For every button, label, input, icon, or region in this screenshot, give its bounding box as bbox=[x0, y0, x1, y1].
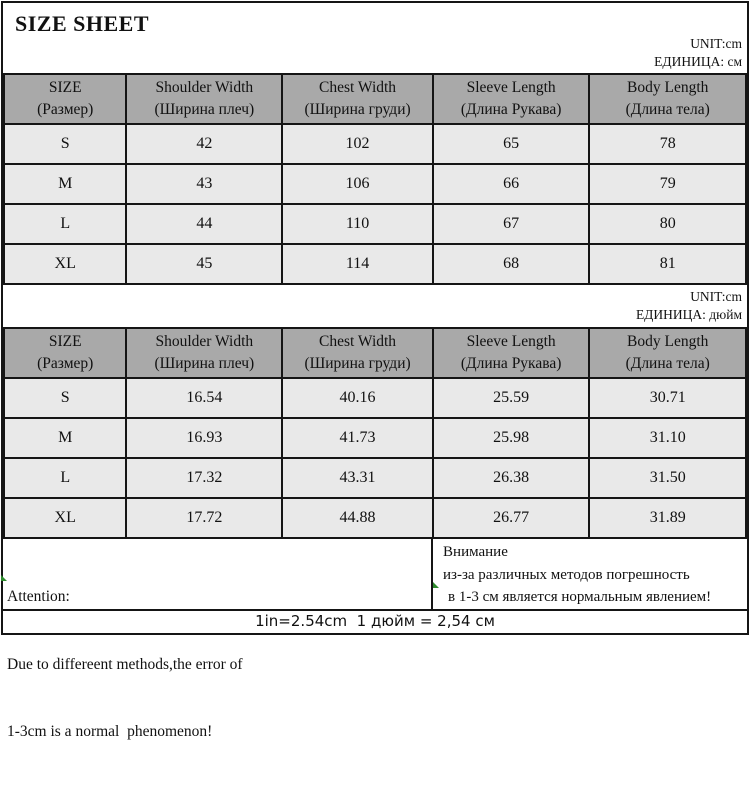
col-header-body bbox=[589, 74, 746, 124]
value-cell: 26.77 bbox=[433, 498, 590, 538]
value-cell: 16.93 bbox=[126, 418, 282, 458]
attention-en-line1: Due to differeent methods,the error of bbox=[7, 655, 243, 673]
col-header-sleeve bbox=[433, 328, 590, 378]
col-header-ru: (Длина тела) bbox=[625, 101, 710, 118]
value-cell: 79 bbox=[589, 164, 746, 204]
value-cell: 31.10 bbox=[589, 418, 746, 458]
col-header-sleeve bbox=[433, 74, 590, 124]
col-header-ru: (Длина Рукава) bbox=[460, 355, 562, 373]
unit-block-cm bbox=[654, 35, 742, 71]
value-cell: 66 bbox=[433, 164, 590, 204]
size-cell: S bbox=[4, 378, 126, 418]
edinitsa-inch-label: ЕДИНИЦА: дюйм bbox=[635, 307, 742, 323]
value-cell: 42 bbox=[126, 124, 282, 164]
table-row bbox=[4, 204, 746, 244]
attention-russian bbox=[433, 539, 747, 609]
size-cell: S bbox=[4, 124, 126, 164]
header-row bbox=[4, 74, 746, 124]
value-cell: 31.50 bbox=[589, 458, 746, 498]
value-cell: 106 bbox=[282, 164, 433, 204]
value-cell: 80 bbox=[589, 204, 746, 244]
col-header-size bbox=[4, 74, 126, 124]
value-cell: 30.71 bbox=[589, 378, 746, 418]
value-cell: 68 bbox=[433, 244, 590, 284]
col-header-en: Chest Width bbox=[319, 78, 397, 96]
col-header-en: Chest Width bbox=[319, 332, 397, 350]
table-row bbox=[4, 498, 746, 538]
title-block bbox=[3, 3, 747, 73]
value-cell: 44 bbox=[126, 204, 282, 244]
value-cell: 43 bbox=[126, 164, 282, 204]
col-header-en: Shoulder Width bbox=[155, 78, 254, 96]
spellcheck-marker-icon bbox=[1, 575, 7, 581]
col-header-chest bbox=[282, 328, 433, 378]
value-cell: 102 bbox=[282, 124, 433, 164]
attention-en-title: Attention: bbox=[7, 588, 70, 606]
value-cell: 114 bbox=[282, 244, 433, 284]
size-cell: L bbox=[4, 204, 126, 244]
value-cell: 67 bbox=[433, 204, 590, 244]
size-cell: M bbox=[4, 164, 126, 204]
col-header-shoulder bbox=[126, 328, 282, 378]
unit-cm-label: UNIT:cm bbox=[690, 35, 742, 51]
col-header-en: SIZE bbox=[48, 332, 82, 350]
col-header-ru: (Ширина груди) bbox=[304, 355, 411, 373]
value-cell: 25.59 bbox=[433, 378, 590, 418]
unit-block-inch bbox=[3, 285, 747, 327]
value-cell: 110 bbox=[282, 204, 433, 244]
col-header-en: Body Length bbox=[627, 78, 709, 96]
col-header-en: SIZE bbox=[48, 78, 82, 96]
col-header-shoulder bbox=[126, 74, 282, 124]
value-cell: 43.31 bbox=[282, 458, 433, 498]
col-header-ru: (Длина тела) bbox=[625, 355, 710, 373]
value-cell: 26.38 bbox=[433, 458, 590, 498]
col-header-size bbox=[4, 328, 126, 378]
attention-ru-line2: в 1-3 см является нормальным явлением! bbox=[448, 589, 712, 606]
col-header-ru: (Размер) bbox=[37, 355, 94, 373]
table-row bbox=[4, 244, 746, 284]
value-cell: 31.89 bbox=[589, 498, 746, 538]
size-cell: M bbox=[4, 418, 126, 458]
col-header-en: Body Length bbox=[627, 332, 709, 350]
col-header-body bbox=[589, 328, 746, 378]
col-header-ru: (Размер) bbox=[37, 101, 94, 118]
value-cell: 41.73 bbox=[282, 418, 433, 458]
value-cell: 25.98 bbox=[433, 418, 590, 458]
table-row bbox=[4, 458, 746, 498]
col-header-chest bbox=[282, 74, 433, 124]
size-table-cm bbox=[3, 73, 747, 285]
attention-ru-title: Внимание bbox=[443, 544, 508, 561]
value-cell: 17.32 bbox=[126, 458, 282, 498]
value-cell: 65 bbox=[433, 124, 590, 164]
spellcheck-marker-icon bbox=[433, 582, 439, 588]
size-sheet bbox=[1, 1, 749, 741]
col-header-ru: (Ширина плеч) bbox=[154, 101, 255, 118]
page-title: SIZE SHEET bbox=[15, 11, 150, 36]
attention-en-line2: 1-3cm is a normal phenomenon! bbox=[7, 723, 213, 741]
value-cell: 40.16 bbox=[282, 378, 433, 418]
value-cell: 81 bbox=[589, 244, 746, 284]
value-cell: 44.88 bbox=[282, 498, 433, 538]
size-cell: XL bbox=[4, 498, 126, 538]
size-cell: XL bbox=[4, 244, 126, 284]
value-cell: 45 bbox=[126, 244, 282, 284]
table-row bbox=[4, 378, 746, 418]
col-header-ru: (Ширина плеч) bbox=[154, 355, 255, 373]
col-header-ru: (Длина Рукава) bbox=[460, 101, 562, 118]
value-cell: 78 bbox=[589, 124, 746, 164]
attention-ru-line1: из-за различных методов погрешность bbox=[443, 566, 690, 583]
col-header-en: Sleeve Length bbox=[466, 332, 556, 350]
table-row bbox=[4, 124, 746, 164]
table-row bbox=[4, 418, 746, 458]
conversion-note: 1in=2.54cm 1 дюйм = 2,54 см bbox=[3, 609, 747, 633]
size-table-inch bbox=[3, 327, 747, 539]
unit-inch-label: UNIT:cm bbox=[690, 289, 742, 304]
edinitsa-cm-label: ЕДИНИЦА: см bbox=[654, 53, 742, 69]
size-cell: L bbox=[4, 458, 126, 498]
value-cell: 17.72 bbox=[126, 498, 282, 538]
header-row bbox=[4, 328, 746, 378]
col-header-ru: (Ширина груди) bbox=[304, 101, 411, 118]
value-cell: 16.54 bbox=[126, 378, 282, 418]
col-header-en: Sleeve Length bbox=[466, 78, 556, 96]
col-header-en: Shoulder Width bbox=[155, 332, 254, 350]
table-row bbox=[4, 164, 746, 204]
